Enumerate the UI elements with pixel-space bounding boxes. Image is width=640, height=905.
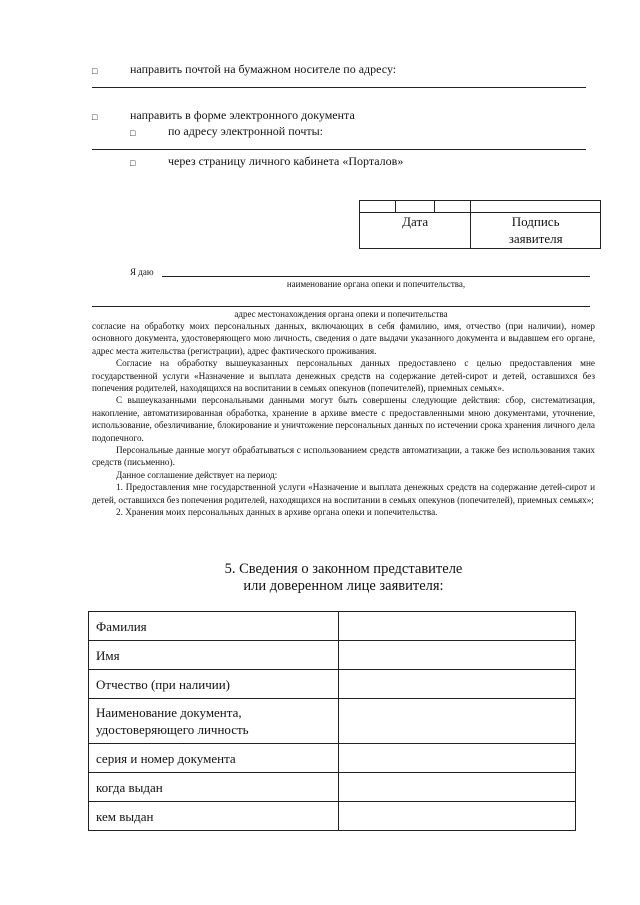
signature-cell-top[interactable]	[471, 201, 601, 213]
row-label: серия и номер документа	[89, 744, 339, 773]
table-row	[89, 744, 576, 773]
table-row	[89, 670, 576, 699]
section-5-title-line-2: или доверенном лице заявителя:	[243, 578, 444, 594]
portal-option-label: через страницу личного кабинета «Порталов»	[168, 154, 404, 168]
section-5-title-line-1: 5. Сведения о законном представителе	[224, 561, 463, 577]
issue-date-value-cell[interactable]	[339, 773, 576, 802]
row-label: Отчество (при наличии)	[89, 670, 339, 699]
mail-checkbox[interactable]: □	[92, 66, 98, 76]
consent-period-item-1: 1. Предоставления мне государственной услуги «Назначение и выплата денежных средств на содержание детей-сирот и детей, оставшихся без попечения родителей, находящихся на воспитании в семьях опекунов (попечителей), приемных семьях»;	[92, 482, 595, 505]
date-label: Дата	[360, 213, 471, 249]
section-5-title	[92, 561, 595, 595]
date-signature-table	[359, 200, 601, 249]
consent-period-item-2: 2. Хранения моих персональных данных в архиве органа опеки и попечительства.	[116, 507, 438, 518]
surname-value-cell[interactable]	[339, 612, 576, 641]
guardianship-caption: наименование органа опеки и попечительства,	[286, 279, 466, 289]
table-row	[89, 699, 576, 744]
address-caption: адрес местонахождения органа опеки и попечительства	[234, 309, 448, 319]
mail-address-line[interactable]	[92, 87, 586, 88]
mail-option-label: направить почтой на бумажном носителе по адресу:	[130, 62, 397, 76]
consent-automation-paragraph: Персональные данные могут обрабатываться с использованием средств автоматизации, а также без использования таких средств (письменно).	[92, 445, 595, 468]
email-option-label: по адресу электронной почты:	[168, 124, 324, 138]
authority-address-line[interactable]	[92, 306, 590, 307]
electronic-option-label: направить в форме электронного документа	[130, 108, 355, 122]
row-label: когда выдан	[89, 773, 339, 802]
document-number-value-cell[interactable]	[339, 744, 576, 773]
row-label: Имя	[89, 641, 339, 670]
portal-checkbox[interactable]: □	[130, 158, 136, 168]
email-checkbox[interactable]: □	[130, 128, 136, 138]
consent-actions-paragraph: С вышеуказанными персональными данными могут быть совершены следующие действия: сбор, систематизация, накопление, автоматизированная обработка, хранение в архиве вместе с предоставленными мною документами, уточнение, использование, обезличивание, блокирование и уничтожение персональных данных по истечении срока хранения личного дела подопечного.	[92, 395, 595, 443]
row-label: Фамилия	[89, 612, 339, 641]
issued-by-value-cell[interactable]	[339, 802, 576, 831]
date-cell-year[interactable]	[434, 201, 471, 213]
table-row	[89, 802, 576, 831]
representative-table	[88, 611, 576, 831]
i-give-label: Я даю	[130, 267, 154, 277]
name-value-cell[interactable]	[339, 641, 576, 670]
table-row	[89, 641, 576, 670]
consent-period-paragraph: Данное соглашение действует на период:	[116, 469, 278, 480]
email-address-line[interactable]	[92, 149, 586, 150]
date-cell-month[interactable]	[395, 201, 434, 213]
id-document-value-cell[interactable]	[339, 699, 576, 744]
date-cell-day[interactable]	[360, 201, 396, 213]
electronic-checkbox[interactable]: □	[92, 112, 98, 122]
consent-paragraph: согласие на обработку моих персональных данных, включающих в себя фамилию, имя, отчество (при наличии), номер основного документа, удостоверяющего мою личность, сведения о дате выдачи указанного документа и выдавшем его органе, адрес места жительства (регистрации), адрес фактического проживания.	[92, 321, 595, 356]
consent-text	[92, 320, 595, 519]
table-row	[89, 773, 576, 802]
row-label: кем выдан	[89, 802, 339, 831]
patronymic-value-cell[interactable]	[339, 670, 576, 699]
row-label: Наименование документа, удостоверяющего личность	[89, 699, 339, 744]
consent-purpose-paragraph: Согласие на обработку вышеуказанных персональных данных предоставлено с целью предоставления мне государственной услуги «Назначение и выплата денежных средств на содержание детей-сирот и детей, оставшихся без попечения родителей, находящихся на воспитании в семьях опекунов (попечителей), приемных семьях».	[92, 358, 595, 394]
guardianship-authority-line[interactable]	[162, 276, 590, 277]
table-row	[89, 612, 576, 641]
signature-label: Подпись заявителя	[471, 213, 601, 249]
